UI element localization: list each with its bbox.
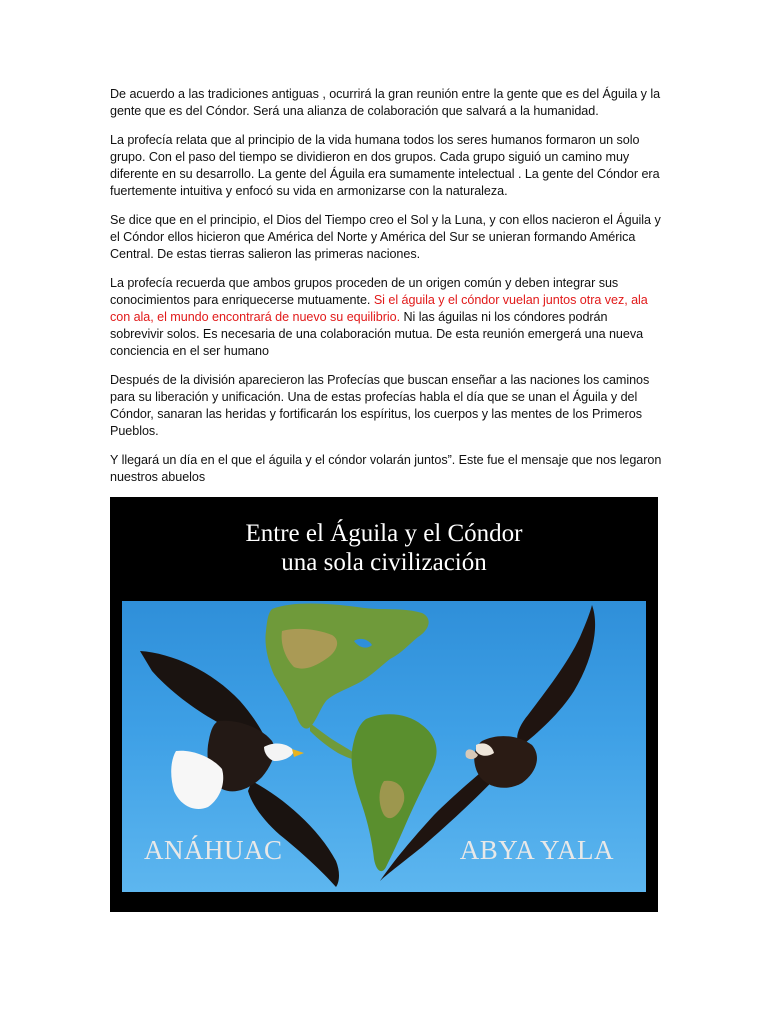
eagle-right-wing <box>248 781 339 887</box>
north-america-shape <box>265 604 428 729</box>
eagle-condor-poster <box>110 497 658 912</box>
paragraph-4-end: Ni las águilas ni los cóndores podrán sobrevivir solos. Es necesaria de una colaboración mutua. De esta reunión emergerá una nueva conciencia en el ser humano <box>110 310 644 358</box>
document-body <box>110 86 662 498</box>
paragraph-3: Se dice que en el principio, el Dios del Tiempo creo el Sol y la Luna, y con ellos nacieron el Águila y el Cóndor ellos hicieron que América del Norte y América del Sur se unieran formando América Central. De estas tierras salieron las primeras naciones. <box>110 213 661 261</box>
paragraph-6: Y llegará un día en el que el águila y el cóndor volarán juntos”. Este fue el mensaje que nos legaron nuestros abuelos <box>110 453 662 484</box>
paragraph-5: Después de la división aparecieron las Profecías que buscan enseñar a las naciones los caminos para su liberación y unificación. Una de estas profecías habla el día que se unan el Águila y del Cóndor, sanaran las heridas y fortificarán los espíritus, los cuerpos y las mentes de los Primeros Pueblos. <box>110 373 650 438</box>
poster-title-line-2: una sola civilización <box>281 549 487 576</box>
paragraph-1: De acuerdo a las tradiciones antiguas , ocurrirá la gran reunión entre la gente que es del Águila y la gente que es del Cóndor. Será una alianza de colaboración que salvará a la humanidad. <box>110 87 661 118</box>
poster-title-line-1: Entre el Águila y el Cóndor <box>245 520 523 547</box>
paragraph-4 <box>110 275 662 360</box>
label-anahuac: ANÁHUAC <box>144 835 283 865</box>
condor-right-wing <box>517 605 595 747</box>
prophecy-highlight: Si el águila y el cóndor vuelan juntos otra vez, ala con ala, el mundo encontrará de nuevo su equilibrio. <box>110 293 648 324</box>
poster-illustration <box>122 601 646 892</box>
paragraph-2: La profecía relata que al principio de la vida humana todos los seres humanos formaron un solo grupo. Con el paso del tiempo se dividieron en dos grupos. Cada grupo siguió un camino muy diferente en su desarrollo. La gente del Águila era sumamente intelectual . La gente del Cóndor era fuertemente intuitiva y enfocó su vida en armonizarse con la naturaleza. <box>110 133 660 198</box>
paragraph-4-start: La profecía recuerda que ambos grupos proceden de un origen común y deben integrar sus conocimientos para enriquecerse mutuamente. <box>110 276 619 307</box>
label-abya-yala: ABYA YALA <box>459 835 614 865</box>
poster-title <box>110 519 658 577</box>
eagle-beak <box>292 749 304 757</box>
